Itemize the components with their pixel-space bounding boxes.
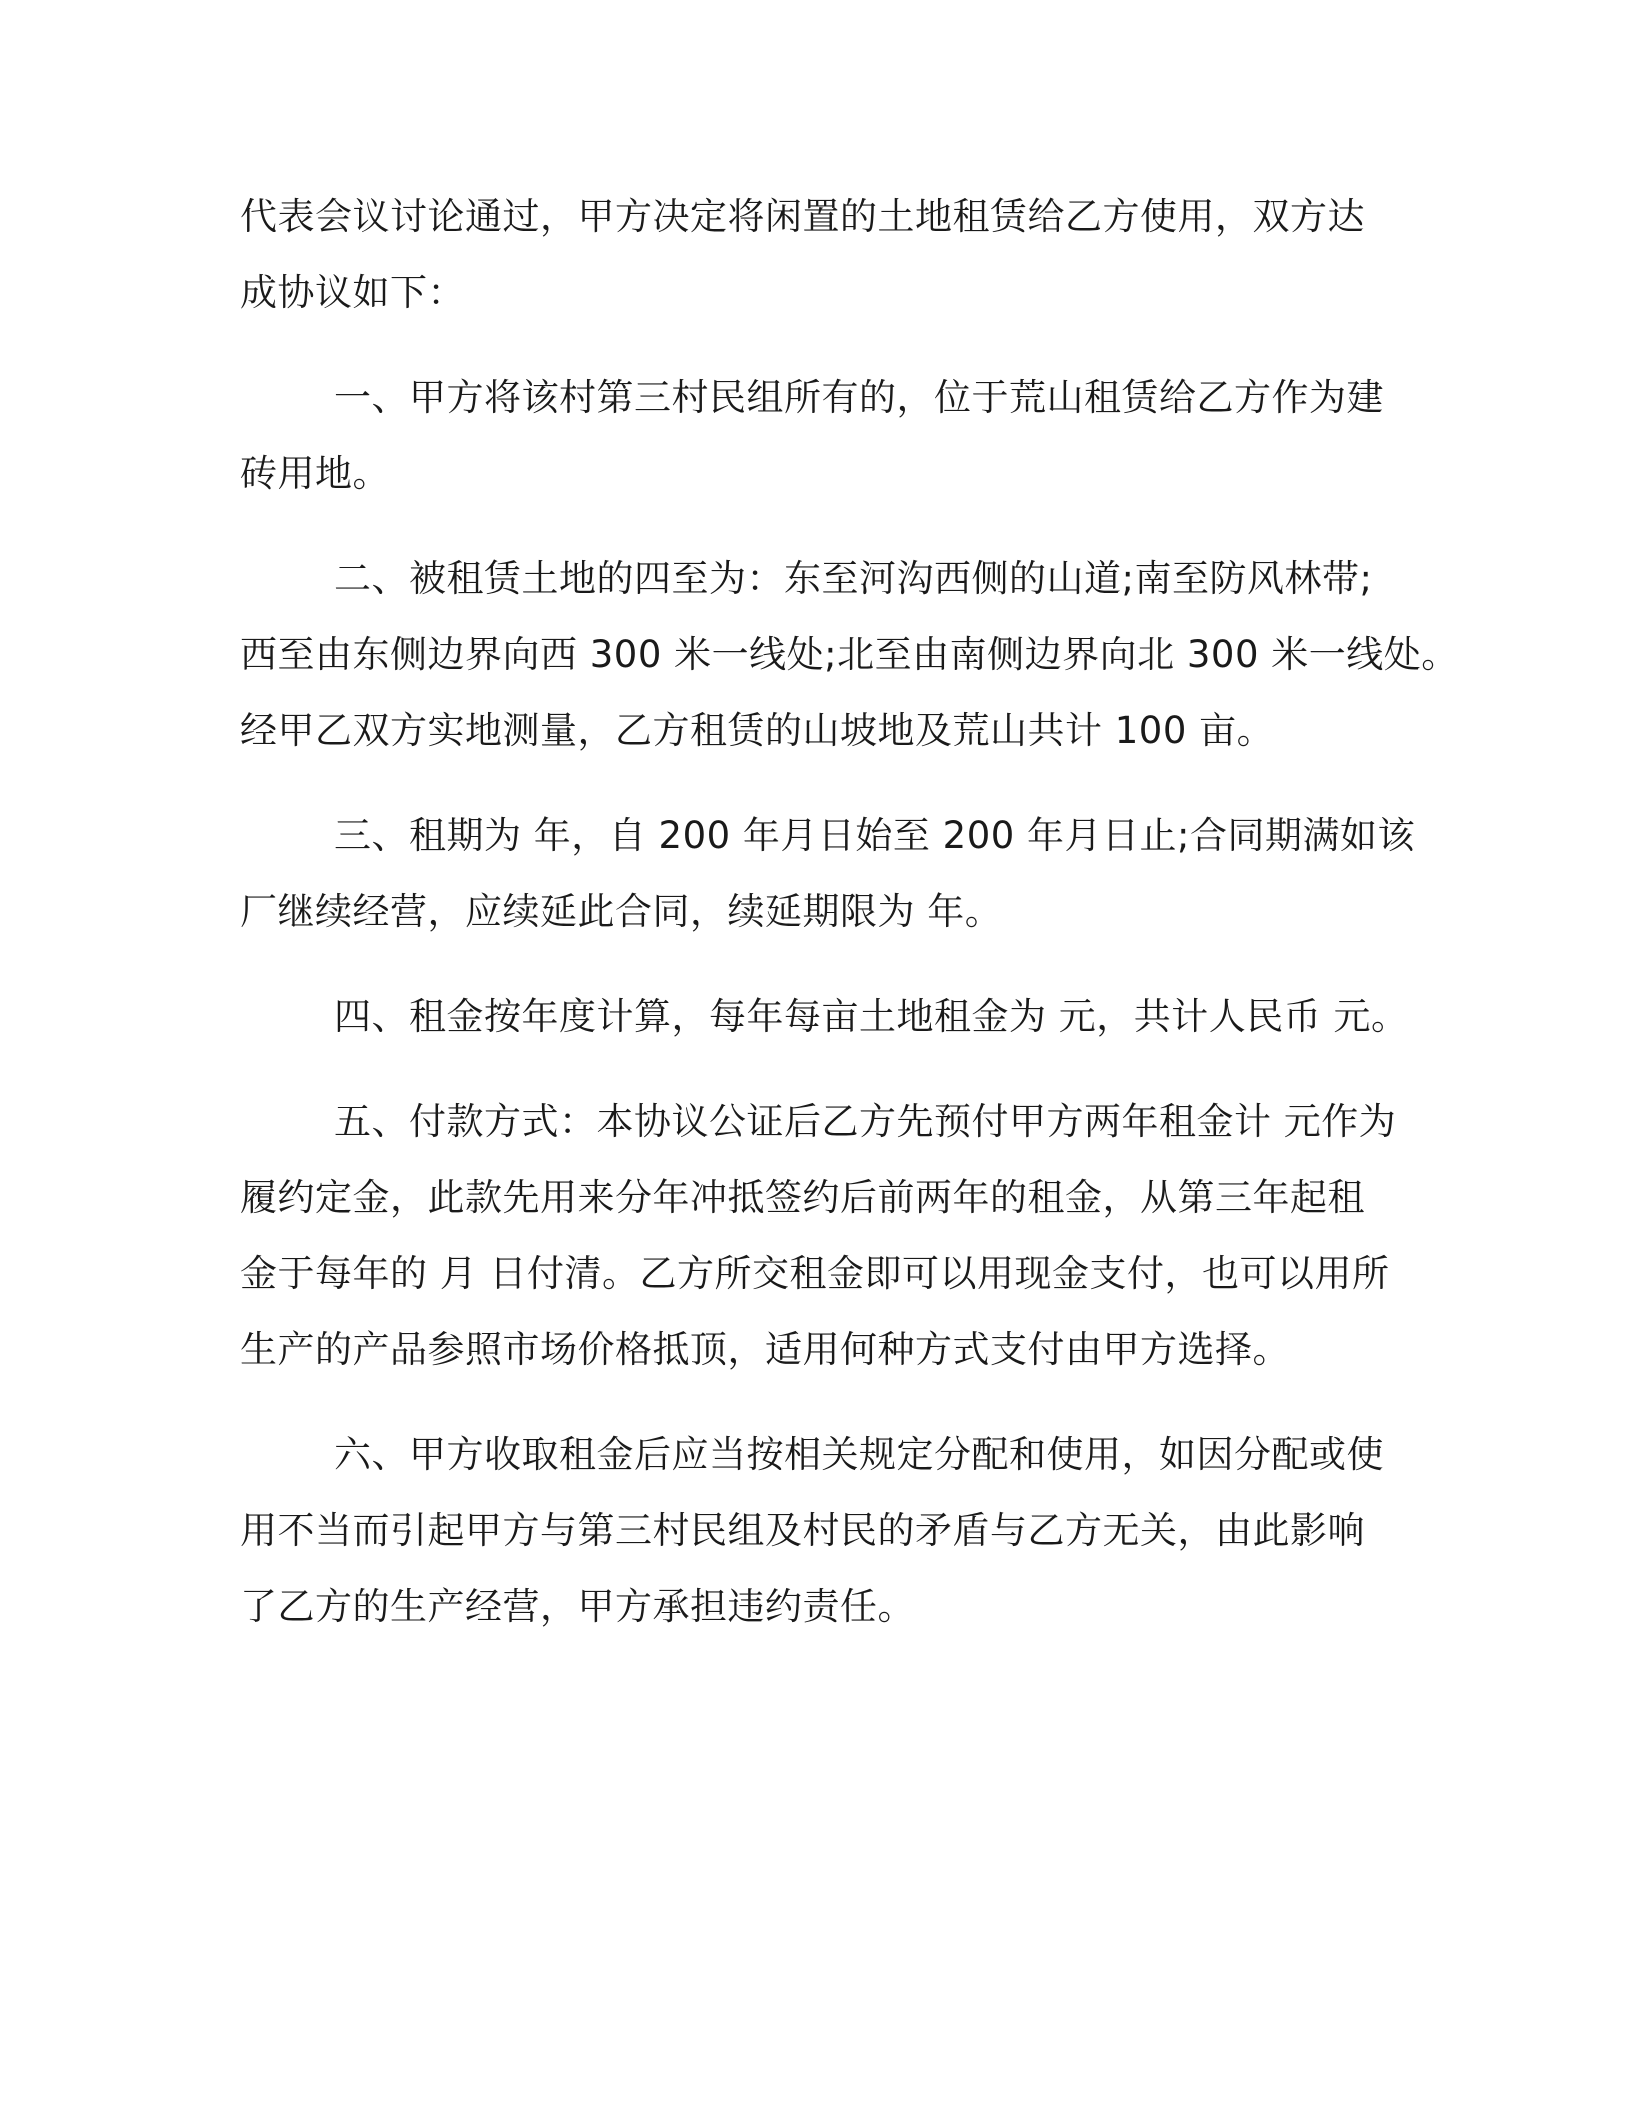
clause-3-line: 厂继续经营，应续延此合同，续延期限为 年。 <box>240 890 1003 933</box>
clause-4-line: 四、租金按年度计算，每年每亩土地租金为 元，共计人民币 元。 <box>334 995 1409 1038</box>
clause-2-line: 二、被租赁土地的四至为：东至河沟西侧的山道;南至防风林带; <box>334 557 1373 600</box>
clause-5-line: 生产的产品参照市场价格抵顶，适用何种方式支付由甲方选择。 <box>240 1328 1290 1371</box>
clause-1-line: 一、甲方将该村第三村民组所有的，位于荒山租赁给乙方作为建 <box>334 376 1384 419</box>
clause-6-line: 用不当而引起甲方与第三村民组及村民的矛盾与乙方无关，由此影响 <box>240 1509 1365 1552</box>
clause-2-line: 西至由东侧边界向西 300 米一线处;北至由南侧边界向北 300 米一线处。 <box>240 633 1459 676</box>
text-line: 代表会议讨论通过，甲方决定将闲置的土地租赁给乙方使用，双方达 <box>240 195 1365 238</box>
clause-3-line: 三、租期为 年，自 200 年月日始至 200 年月日止;合同期满如该 <box>334 814 1416 857</box>
clause-5-line: 履约定金，此款先用来分年冲抵签约后前两年的租金，从第三年起租 <box>240 1176 1365 1219</box>
clause-5-line: 五、付款方式：本协议公证后乙方先预付甲方两年租金计 元作为 <box>334 1100 1397 1143</box>
clause-1-line: 砖用地。 <box>240 452 390 495</box>
clause-5-line: 金于每年的 月 日付清。乙方所交租金即可以用现金支付，也可以用所 <box>240 1252 1390 1295</box>
clause-6-line: 六、甲方收取租金后应当按相关规定分配和使用，如因分配或使 <box>334 1433 1384 1476</box>
clause-2-line: 经甲乙双方实地测量，乙方租赁的山坡地及荒山共计 100 亩。 <box>240 709 1275 752</box>
clause-6-line: 了乙方的生产经营，甲方承担违约责任。 <box>240 1585 915 1628</box>
text-line: 成协议如下： <box>240 271 465 314</box>
